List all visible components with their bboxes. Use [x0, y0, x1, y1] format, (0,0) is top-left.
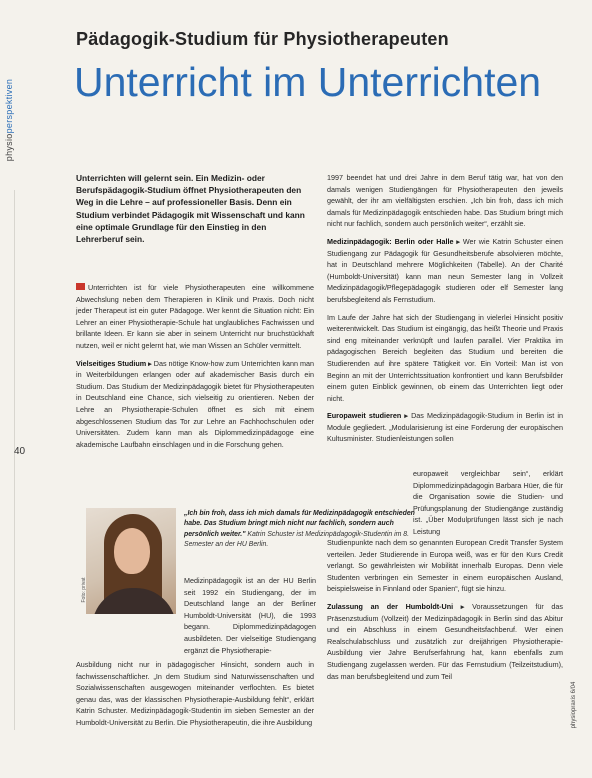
col2-intro: 1997 beendet hat und drei Jahre in dem Beruf tätig war, hat von den damals wenigen Studiengängen für Physiotherapeuten den jeweils gewählt, der ihr am vielfältigsten erschien. „Ich bin froh, dass ich mich damals für Medizinpädagogik entschieden habe. Das Studium bringt mich nicht nur fachlich, sondern auch persönlich weiter“, erzählt sie.: [327, 173, 563, 229]
quote-text: „Ich bin froh, dass ich mich damals für Medizinpädagogik entschieden habe. Das Studium bringt mich nicht nur fachlich, sondern auch persönlich weiter.": [184, 510, 415, 538]
arrow-icon: ▸: [146, 358, 154, 368]
side-paragraph: europaweit vergleichbar sein“, erklärt Diplommedizinpädagogin Barbara Hüer, die für die Organisation sowie die Studien- und Prüfungsplanung der Studiengänge zuständig ist. „Über Modulprüfungen lässt sich je nach Leistung: [413, 469, 563, 536]
column-left-bottom: [76, 659, 314, 735]
section-body-continued: Im Laufe der Jahre hat sich der Studiengang in vielerlei Hinsicht positiv weiterentwickelt. Das Studium ist eingängig, das heißt Theorie und Praxis sind eng miteinander verknüpft und laufen parallel. Vier Praktika im pädagogischen Bereich begleiten das Studium und bereiten die Studierenden auf ihre spätere Tätigkeit vor. Ein Vorteil: Man ist von Beginn an mit der Unterrichtssituation konfrontiert und kann Berufsbilder einem guten Einblick gewinnen, ob einem das Unterrichten liegt oder nicht.: [327, 312, 563, 403]
section-body: Das Medizinpädagogik-Studium in Berlin ist in Module gegliedert. „Modularisierung ist eine Forderung der europäischen Kultusminister. Studienleistungen sollen: [327, 411, 564, 444]
section-heading: Europaweit studieren: [327, 411, 402, 421]
column-left-top: [76, 282, 314, 456]
intro-paragraph: Unterrichten ist für viele Physiotherapeuten eine willkommene Abwechslung neben dem Therapieren in Klinik und Praxis. Doch nicht jeder Therapeut ist ein guter Pädagoge. Wer kennt die Situation nicht: Ein Lehrer an einer Physiotherapie-Schule hat unglaubliches Fachwissen und brillante Ideen. Er kann sie aber in seinem Unterricht nur bruchstückhaft nutzen, weil er nicht gelernt hat, wie man Wissen an Schüler vermittelt.: [76, 283, 314, 350]
column-right-narrow: [413, 468, 563, 544]
margin-rule: [14, 190, 15, 730]
section-heading: Zulassung an der Humboldt-Uni: [327, 601, 454, 611]
section-body: Das nötige Know-how zum Unterrichten kann man in Weiterbildungen erlangen oder auf akademischer Basis durch ein Studium. Das Studium der Medizinpädagogik bietet für Physiotherapeuten in Deutschland eine Chance, sich vielseitig zu orientieren. Neben der Lehre an Physiotherapie-Schulen öffnet es sich mit einem abgeschlossenen Studium das Tor zur Lehre an Fachhochschulen oder Universitäten. Zudem kann man als Diplommedizinpädagoge eine akademische Laufbahn einschlagen und in die Forschung gehen.: [76, 358, 314, 449]
col2-bottom-paragraph: Studienpunkte nach dem so genannten European Credit Transfer System verteilen. Jeder Studierende in Europa weiß, was er für den Kurs Credit verlangt. So gewährleisten wir Mobilität innerhalb Europas. Denn viele Studenten verbringen ein Semester in einem europäischen Ausland, beispielsweise in Finnland oder Spanien“, fügt sie hinzu.: [327, 538, 563, 594]
portrait-photo: [86, 508, 176, 614]
issue-label: physiopraxis 6/04: [571, 681, 577, 729]
column-right-bottom: [327, 537, 563, 688]
page-number: 40: [14, 446, 26, 457]
section-label-suffix: perspektiven: [4, 78, 14, 134]
column-right: [327, 172, 563, 451]
section-heading: Medizinpädagogik: Berlin oder Halle: [327, 236, 454, 246]
below-photo-paragraph: Ausbildung nicht nur in pädagogischer Hinsicht, sondern auch in fachwissenschaftlicher. „In dem Studium sind Naturwissenschaften und Sozialwissenschaften ausgewogen miteinander verflochten. Es bietet genau das, was der klassischen Physiotherapie-Ausbildung fehlt“, erklärt Katrin Schuster. Medizinpädagogik-Studentin im sieben Semester an der Humboldt-Universität zu Berlin. Die Physiotherapeutin, die ihre Ausbildung: [76, 660, 314, 727]
headline: Unterricht im Unterrichten: [74, 59, 542, 105]
arrow-icon: ▸: [401, 411, 412, 421]
section-heading: Vielseitiges Studium: [76, 358, 147, 368]
arrow-icon: ▸: [453, 236, 463, 246]
kicker: Pädagogik-Studium für Physiotherapeuten: [76, 29, 449, 49]
quote-source: Katrin Schuster ist Medizinpädagogik-Studentin im 8. Semester an der HU Berlin.: [184, 530, 410, 549]
column-beside-photo: [184, 575, 316, 662]
photo-credit: Foto: privat: [81, 577, 87, 603]
lead-paragraph: Unterrichten will gelernt sein. Ein Medizin- oder Berufspädagogik-Studium öffnet Physiotherapeuten den Weg in die Lehre – auf professioneller Basis. Denn ein Studium verbindet Pädagogik mit Wissenschaft und kann eine optimale Grundlage für den Einstieg in den Lehrerberuf sein.: [76, 173, 305, 245]
section-body: Voraussetzungen für das Präsenzstudium (Vollzeit) der Medizinpädagogik in Berlin sind das Abitur und ein Abschluss in einem Gesundheitsfachberuf. Wer einen Realschulabschluss und zusätzlich zur dreijährigen Physiotherapie-Ausbildung vier Jahre Berufserfahrung hat, kann ebenfalls zum Studiengang zugelassen werden. Für das Fernstudium (Teilzeitstudium), das man berufsbegleitend und zum Teil: [327, 601, 563, 681]
red-marker-icon: [76, 283, 85, 290]
section-body: Wer wie Katrin Schuster einen Studiengang zur Pädagogik für Gesundheitsberufe absolvieren möchte, hat in Deutschland mehrere Möglichkeiten (Tabelle). An der Charité (Humboldt-Universität) kann man neun Semester lang in Vollzeit Medizinpädagogik/Pflegepädagogik studieren oder elf Semester lang berufsbegleitend als Fernstudium.: [327, 236, 563, 304]
section-label-prefix: physio: [4, 133, 14, 162]
beside-photo-paragraph: Medizinpädagogik ist an der HU Berlin seit 1992 ein Studiengang, der im Deutschland lange an der Berliner Humboldt-Universität (HU), die 1993 begann. Diplommedizinpädagogen ausbildeten. Der vielseitige Studiengang ergänzt die Physiotherapie-: [184, 576, 316, 655]
section-label: [2, 60, 16, 180]
arrow-icon: ▸: [453, 601, 473, 611]
